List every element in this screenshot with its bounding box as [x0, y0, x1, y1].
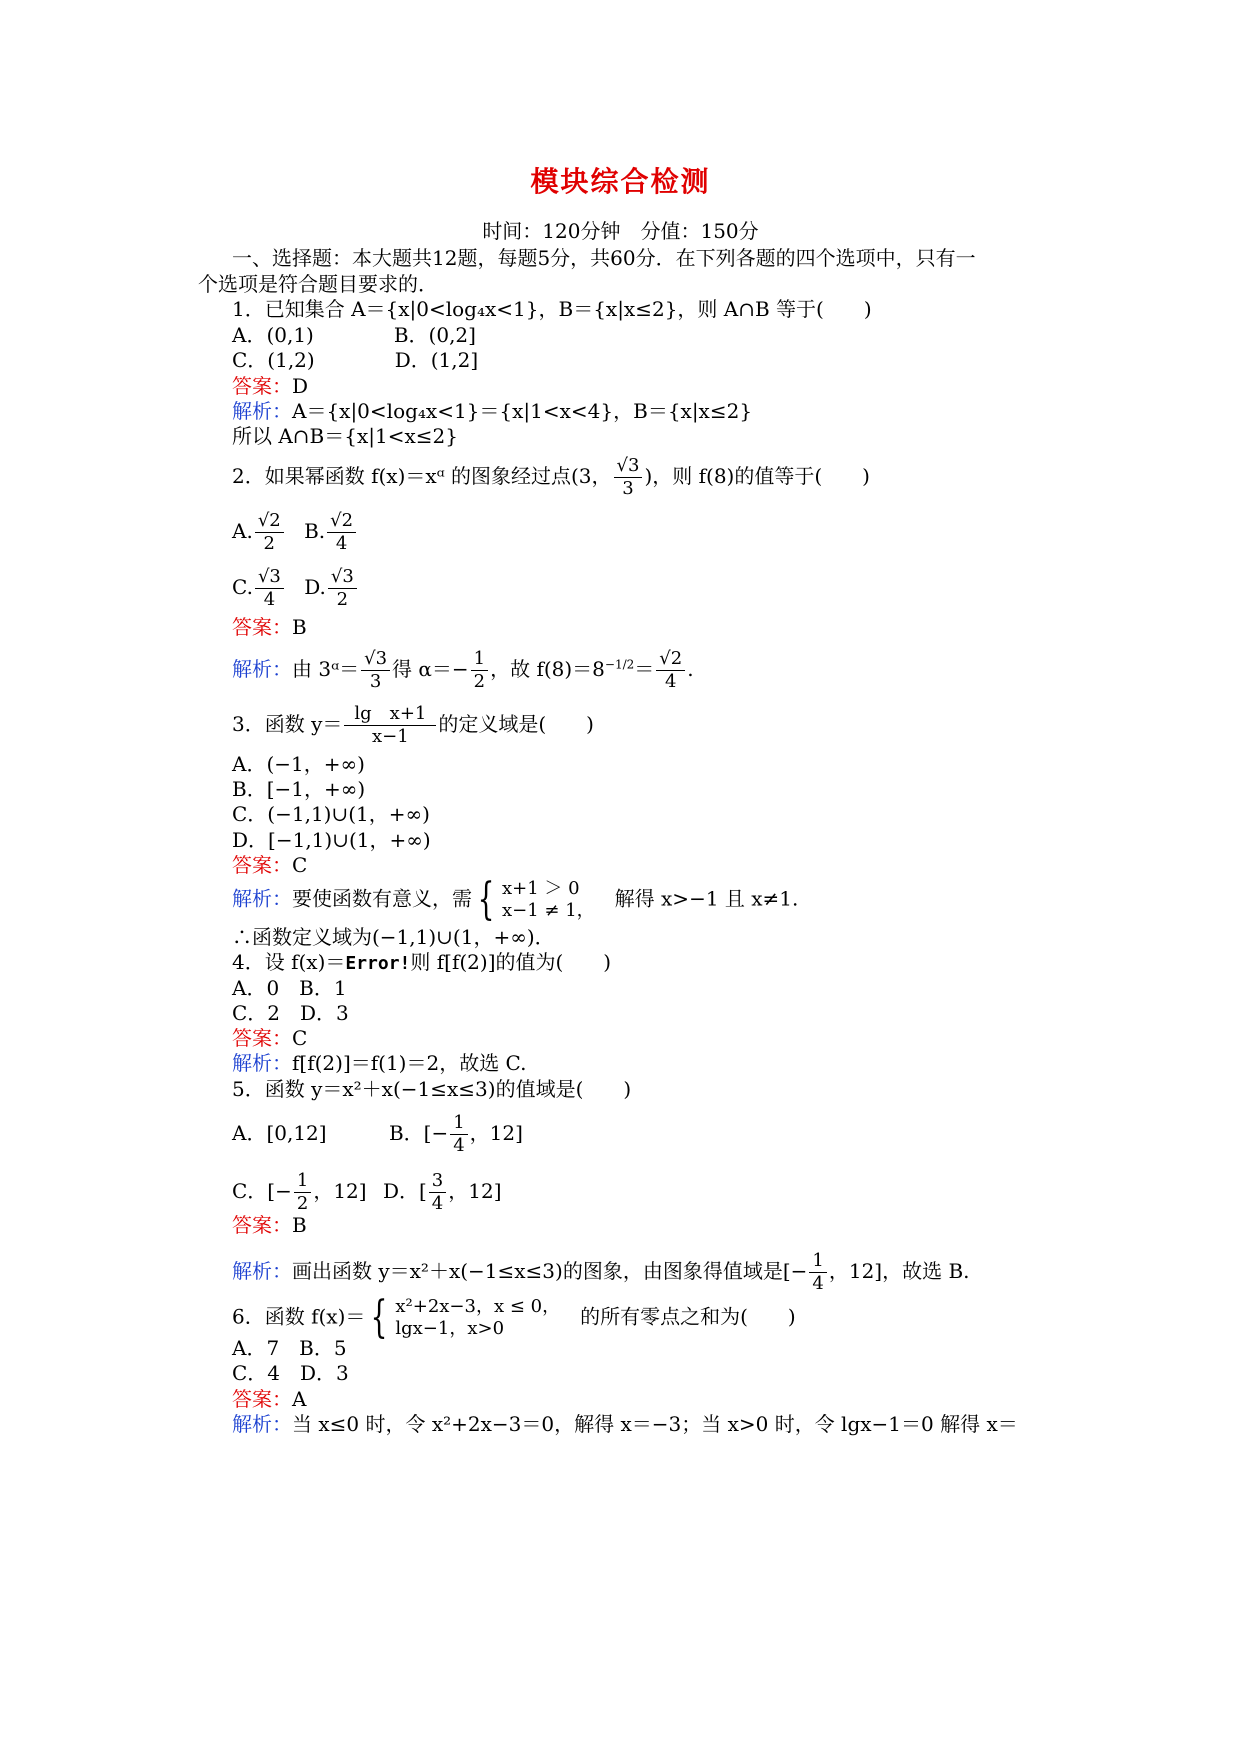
section-intro-cont: 个选项是符合题目要求的．	[198, 272, 438, 296]
q6-options-ab: A．7 B．5	[232, 1336, 347, 1360]
fraction: $\frac{√2}{2}$	[255, 510, 284, 555]
fraction: $\frac{√3}{4}$	[255, 566, 284, 611]
fraction: $\frac{\text{lg x+1}}{x-1}$	[344, 703, 436, 748]
answer-value: D	[292, 374, 309, 398]
answer-value: A	[292, 1387, 307, 1411]
q6-options-cd: C．4 D．3	[232, 1361, 349, 1385]
page-title: 模块综合检测	[530, 165, 711, 198]
q3-option-a: A．(−1，+∞)	[232, 752, 365, 776]
answer-label: 答案：	[232, 615, 292, 639]
q6-answer	[232, 1386, 306, 1412]
q3-stem: 3．函数 y＝ $\frac{\text{lg x+1}}{x-1}$ 的定义域是( )	[232, 703, 594, 747]
q3-answer	[232, 852, 307, 878]
q2-options-cd: C. $\frac{√3}{4}$ D. $\frac{√3}{2}$	[232, 566, 359, 611]
q4-options-ab: A．0 B．1	[232, 976, 347, 1000]
explanation-label: 解析：	[232, 399, 292, 423]
q3-explanation: 解析：要使函数有意义，需 { x+1 ＞ 0 x−1 ≠ 1， 解得 x>−1 且 x≠1.	[232, 874, 799, 925]
fraction: $\frac{1}{2}$	[294, 1170, 311, 1215]
q1-stem: 1．已知集合 A＝{x|0<log₄x<1}，B＝{x|x≤2}，则 A∩B 等于( )	[232, 297, 872, 321]
q1-options-ab: A．(0,1) B．(0,2]	[232, 323, 476, 347]
case-brace: { x²+2x−3，x ≤ 0， lgx−1，x>0	[370, 1292, 561, 1343]
answer-value: C	[292, 853, 308, 877]
q6-explanation: 解析：当 x≤0 时，令 x²+2x−3＝0，解得 x＝−3；当 x>0 时，令 lgx−1＝0 解得 x＝	[232, 1412, 1018, 1436]
q2-explanation: 解析：由 3ᵅ＝ $\frac{√3}{3}$ 得 α＝− $\frac{1}{2}$ ，故 $f(8)=8^{-1/2}=$ $\frac{√2}{4}$ .	[232, 648, 694, 692]
explanation-label: 解析：	[232, 1051, 292, 1075]
fraction: $\frac{3}{4}$	[429, 1170, 446, 1215]
q4-answer	[232, 1025, 307, 1051]
fraction: $\frac{1}{4}$	[450, 1112, 467, 1157]
answer-label: 答案：	[232, 1213, 292, 1237]
q5-answer	[232, 1212, 307, 1238]
answer-label: 答案：	[232, 853, 292, 877]
q3-option-c: C．(−1,1)∪(1，+∞)	[232, 802, 430, 826]
q6-stem: 6．函数 f(x)＝ { x²+2x−3，x ≤ 0， lgx−1，x>0 的所有零点之和为( )	[232, 1292, 796, 1343]
answer-label: 答案：	[232, 374, 292, 398]
exam-meta: 时间：120分钟 分值：150分	[482, 219, 759, 243]
answer-value: B	[292, 1213, 307, 1237]
q5-stem: 5．函数 y＝x²＋x(−1≤x≤3)的值域是( )	[232, 1077, 632, 1101]
q4-explanation: 解析：f[f(2)]＝f(1)＝2，故选 C.	[232, 1051, 527, 1075]
explanation-label: 解析：	[232, 1412, 292, 1436]
q4-options-cd: C．2 D．3	[232, 1001, 349, 1025]
q3-explanation-cont: ∴函数定义域为(−1,1)∪(1，+∞)．	[232, 925, 555, 949]
answer-value: B	[292, 615, 307, 639]
q2-stem: 2．如果幂函数 f(x)＝xᵅ 的图象经过点(3， $\frac{√3}{3}$ )，则 f(8)的值等于( )	[232, 455, 870, 499]
fraction: $\frac{√2}{4}$	[656, 648, 685, 693]
q4-stem: 4．设 f(x)＝Error!则 f[f(2)]的值为( )	[232, 950, 612, 974]
section-intro: 一、选择题：本大题共12题，每题5分，共60分．在下列各题的四个选项中，只有一	[232, 246, 976, 270]
q2-answer	[232, 614, 307, 640]
answer-value: C	[292, 1026, 308, 1050]
case-brace: { x+1 ＞ 0 x−1 ≠ 1，	[477, 874, 595, 925]
error-text: Error!	[345, 953, 411, 974]
explanation-label: 解析：	[232, 886, 292, 911]
q5-explanation: 解析：画出函数 y＝x²＋x(−1≤x≤3)的图象，由图象得值域是[− $\frac{1}{4}$ ，12]，故选 B.	[232, 1250, 970, 1294]
fraction: $\frac{1}{4}$	[809, 1250, 826, 1295]
fraction: $\frac{1}{2}$	[471, 648, 488, 693]
q5-options-ab: A．[0,12] B．[− $\frac{1}{4}$ ，12]	[232, 1112, 523, 1156]
fraction: $\frac{√3}{3}$	[614, 455, 643, 500]
q2-options-ab: A. $\frac{√2}{2}$ B. $\frac{√2}{4}$	[232, 510, 358, 555]
answer-label: 答案：	[232, 1387, 292, 1411]
fraction: $\frac{√3}{3}$	[361, 648, 390, 693]
q3-option-b: B．[−1，+∞)	[232, 777, 366, 801]
fraction: $\frac{√2}{4}$	[327, 510, 356, 555]
answer-label: 答案：	[232, 1026, 292, 1050]
q5-options-cd: C．[− $\frac{1}{2}$ ，12] D．[ $\frac{3}{4}$ ，12]	[232, 1170, 502, 1214]
q1-explanation: 解析：A＝{x|0<log₄x<1}＝{x|1<x<4}，B＝{x|x≤2}	[232, 399, 753, 423]
explanation-label: 解析：	[232, 1259, 292, 1283]
q3-option-d: D．[−1,1)∪(1，+∞)	[232, 828, 431, 852]
explanation-label: 解析：	[232, 657, 292, 681]
q1-answer	[232, 373, 308, 399]
q1-options-cd: C．(1,2) D．(1,2]	[232, 348, 479, 372]
fraction: $\frac{√3}{2}$	[328, 566, 357, 611]
q1-explanation-cont: 所以 A∩B＝{x|1<x≤2}	[232, 424, 458, 448]
